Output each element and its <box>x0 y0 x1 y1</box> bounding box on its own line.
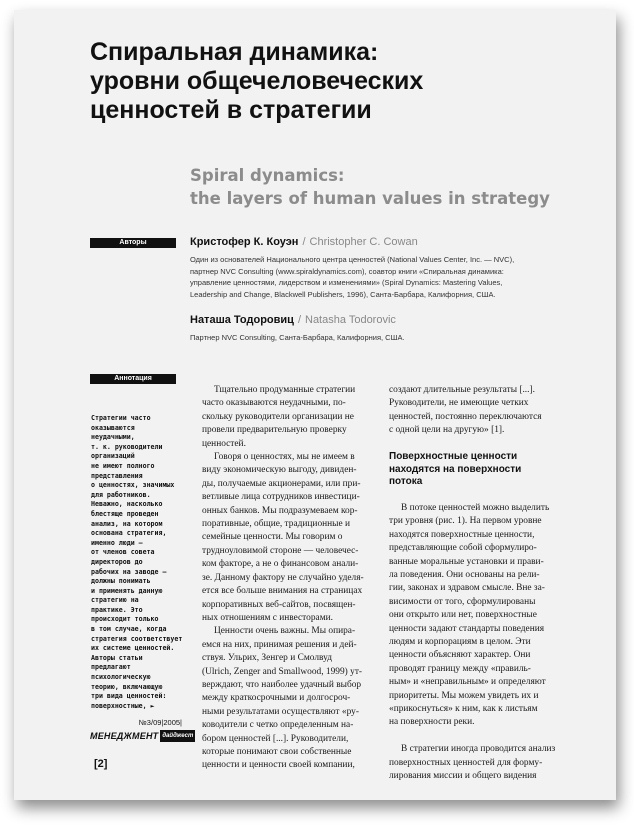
magazine-page <box>14 10 616 800</box>
abstract-line: должны понимать <box>91 577 151 586</box>
body-line: ветливые лица сотрудников инвестици- <box>202 492 360 503</box>
abstract-line: психологическую <box>91 673 151 682</box>
abstract-line: не имеют полного <box>91 461 155 470</box>
paragraph-gap <box>389 730 569 743</box>
body-line: бором ценностей [...]. Руководители, <box>202 733 349 744</box>
abstract-line: рабочих на заводе — <box>91 567 167 576</box>
body-line: проводят границу между «правиль- <box>389 663 531 674</box>
authors-label: Авторы <box>90 238 176 248</box>
body-line: ла поведения. Они основаны на рели- <box>389 569 540 580</box>
author1-name <box>190 236 418 248</box>
article-subtitle <box>190 164 610 210</box>
paragraph-gap <box>389 489 569 502</box>
logo-sub: дайджест <box>160 730 195 742</box>
body-line: ценностей. <box>202 438 246 449</box>
subtitle-line: the layers of human values in strategy <box>190 189 550 208</box>
abstract-text <box>91 414 183 711</box>
author2-name-en: Natasha Todorovic <box>305 314 396 326</box>
body-line: зе. Данному фактору не случайно уделя- <box>202 572 364 583</box>
body-line: ствуя. Ульрих, Зенгер и Смолвуд <box>202 653 332 664</box>
body-line: ценности задают стандарты поведения <box>389 623 545 634</box>
body-line: между краткосрочными и долгосроч- <box>202 693 351 704</box>
body-line: которые понимают свои собственные <box>202 746 352 757</box>
title-line: уровни общечеловеческих <box>90 67 424 95</box>
author2-name-ru: Наташа Тодоровиц <box>190 314 294 326</box>
body-line: ководители с четко определенным на- <box>202 720 354 731</box>
body-line: находятся поверхностные ценности, <box>389 529 535 540</box>
abstract-line: именно люди — <box>91 538 143 547</box>
author2-description <box>190 332 585 344</box>
body-line: поративные, общие, традиционные и <box>202 519 350 530</box>
body-line: Тщательно продуманные стратегии <box>214 385 356 395</box>
section-heading-line: находятся на поверхности <box>389 463 522 475</box>
author2-separator: / <box>297 314 301 326</box>
body-line: ценности объясняют характер. Они <box>389 650 531 661</box>
body-line: корпоративных веб-сайтов, посвящен- <box>202 599 356 610</box>
author1-separator: / <box>302 236 306 248</box>
body-line: В потоке ценностей можно выделить <box>401 502 550 513</box>
author1-desc-line: управление ценностями, лидерством и изменениями» (Spiral Dynamics: Mastering Values, <box>190 278 503 287</box>
body-line: часто оказываются неудачными, по- <box>202 398 346 409</box>
body-line: скольку руководители организации не <box>202 411 354 422</box>
author2-name <box>190 314 396 326</box>
author1-desc-line: партнер NVC Consulting (www.spiraldynamics.com), соавтор книги «Спиральная динамика: <box>190 266 504 276</box>
body-line: ется все больше внимания на страницах <box>202 586 363 597</box>
body-line: «прикоснуться» к ним, как к листьям <box>389 704 538 714</box>
abstract-line: для работников. <box>91 490 151 499</box>
page-number: [2] <box>94 758 108 770</box>
body-line: ды, получаемые акционерами, или при- <box>202 478 361 489</box>
section-heading-line: Поверхностные ценности <box>389 451 518 463</box>
body-line: Руководители, не имеющие четких <box>389 398 529 409</box>
body-line: приоритеты. Мы можем увидеть их и <box>389 690 539 701</box>
paragraph-gap <box>389 438 569 451</box>
body-line: три уровня (рис. 1). На первом уровне <box>389 516 542 527</box>
abstract-line: их системе ценностей. <box>91 644 175 653</box>
abstract-line: Неважно, насколько <box>91 500 163 509</box>
subtitle-line: Spiral dynamics: <box>190 166 345 185</box>
abstract-line: поверхностные, ► <box>91 701 155 710</box>
title-line: ценностей в стратегии <box>90 96 372 124</box>
abstract-line: директоров до <box>91 557 143 566</box>
body-column-2 <box>389 384 569 783</box>
body-line: ценностей, постоянно переключаются <box>389 411 542 422</box>
abstract-line: стратегия соответствует <box>91 634 183 643</box>
body-line: ванные моральные установки и прави- <box>389 556 544 567</box>
body-line: висимости от того, сформулированы <box>389 596 536 607</box>
abstract-line: практике. Это <box>91 605 143 614</box>
body-line: ценности и ценности своей компании, <box>202 760 355 771</box>
abstract-line: три вида ценностей: <box>91 692 167 701</box>
abstract-line: происходит только <box>91 615 159 624</box>
abstract-line: от членов совета <box>91 548 155 557</box>
abstract-line: неудачными, <box>91 433 135 442</box>
body-line: верждают, что наиболее удачный выбор <box>202 679 362 690</box>
body-line: ных отношениям с инвесторами. <box>202 612 333 623</box>
body-line: ком факторе, а не о финансовом анали- <box>202 559 359 570</box>
body-line: ным» и «неправильным» и определяют <box>389 677 546 688</box>
body-line: они открыто или нет, поверхностные <box>389 610 537 621</box>
body-line: гии, законах и здравом смысле. Вне за- <box>389 583 545 594</box>
author1-name-ru: Кристофер К. Коуэн <box>190 236 299 248</box>
body-line: поверхностных ценностей для форму- <box>389 757 543 768</box>
body-line: представляющие собой сформулиро- <box>389 543 537 554</box>
author1-desc-line: Один из основателей Национального центра ценностей (National Values Center, Inc. — NVC), <box>190 255 515 264</box>
abstract-line: основана стратегия, <box>91 529 167 538</box>
abstract-line: в том случае, когда <box>91 625 167 634</box>
abstract-line: т. к. руководители <box>91 442 163 451</box>
body-line: людям и корпорациям в целом. Эти <box>389 636 531 647</box>
abstract-line: анализ, на котором <box>91 519 163 528</box>
abstract-line: стратегию на <box>91 596 139 605</box>
abstract-label: Аннотация <box>90 374 176 384</box>
abstract-line: оказываются <box>91 423 135 432</box>
title-line: Спиральная динамика: <box>90 38 379 66</box>
issue-number: №3/09|2005| <box>138 718 182 727</box>
abstract-line: представления <box>91 471 143 480</box>
body-line: онных банков. Мы подразумеваем кор- <box>202 505 358 516</box>
author1-description <box>190 254 585 300</box>
article-title <box>90 38 530 125</box>
abstract-line: организаций <box>91 452 135 461</box>
body-line: Ценности очень важны. Мы опира- <box>214 626 356 637</box>
body-line: виду экономическую выгоду, дивиден- <box>202 465 357 476</box>
body-line: емся на них, принимая решения и дей- <box>202 639 357 650</box>
body-column-1 <box>202 384 382 773</box>
body-line: создают длительные результаты [...]. <box>389 385 535 395</box>
abstract-line: Авторы статьи <box>91 653 143 662</box>
abstract-line: блестяще проведен <box>91 509 159 518</box>
body-line: ными результатами осуществляют «ру- <box>202 706 359 717</box>
logo-main: МЕНЕДЖМЕНТ <box>90 731 159 741</box>
section-heading-line: потока <box>389 476 423 488</box>
body-line: В стратегии иногда проводится анализ <box>401 744 556 755</box>
body-line: семейные ценности. Мы говорим о <box>202 532 343 543</box>
author1-name-en: Christopher C. Cowan <box>309 236 418 248</box>
abstract-line: предлагают <box>91 663 131 672</box>
body-line: (Ulrich, Zenger and Smallwood, 1999) ут- <box>202 666 363 677</box>
abstract-line: Стратегии часто <box>91 414 151 422</box>
body-line: на поверхности реки. <box>389 717 475 728</box>
author2-desc-line: Партнер NVC Consulting, Санта-Барбара, Калифорния, США. <box>190 333 405 342</box>
body-line: трудноуловимой стороне — человечес- <box>202 545 359 556</box>
body-line: Говоря о ценностях, мы не имеем в <box>214 452 355 463</box>
body-line: с одной цели на другую» [1]. <box>389 425 505 436</box>
magazine-logo <box>90 730 194 742</box>
abstract-line: теорию, включающую <box>91 682 163 691</box>
abstract-line: и применять данную <box>91 586 163 595</box>
body-line: лирования миссии и общего видения <box>389 771 537 782</box>
author1-desc-line: Leadership and Change, Blackwell Publishers, 1996), Санта-Барбара, Калифорния, США. <box>190 289 496 299</box>
body-line: провели предварительную проверку <box>202 425 347 436</box>
abstract-line: о ценностях, значимых <box>91 481 175 490</box>
